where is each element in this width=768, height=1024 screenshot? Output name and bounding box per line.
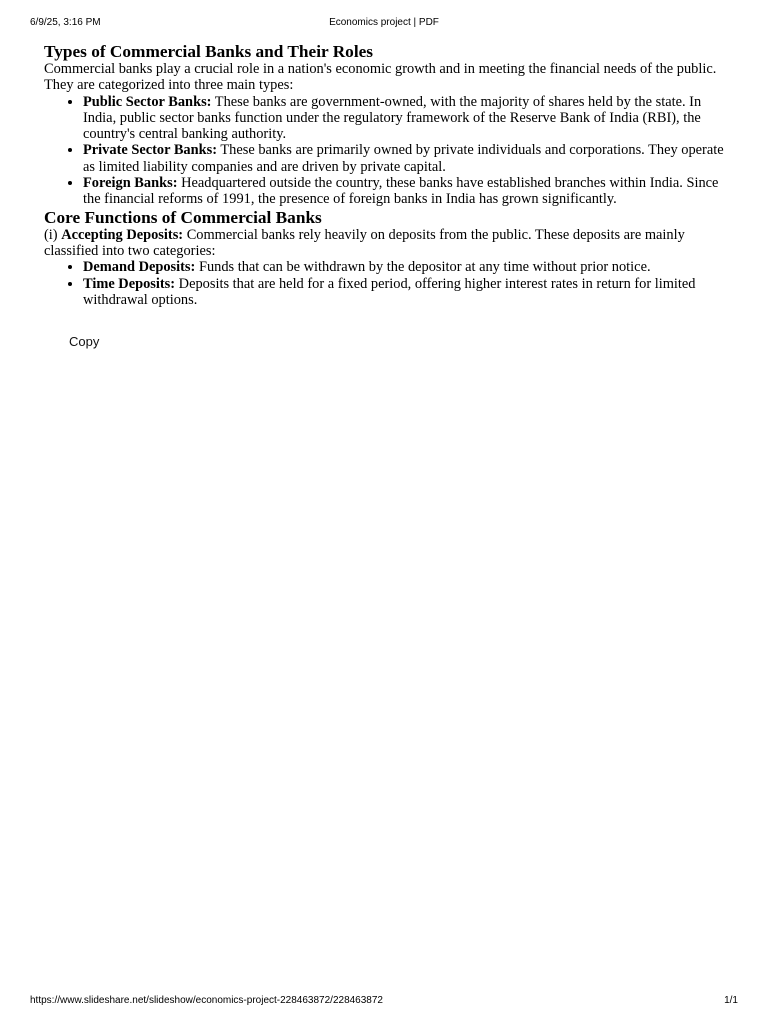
section-intro-types: Commercial banks play a crucial role in a nation's economic growth and in meeting the financial needs of the public. They are categorized into three main types:: [44, 61, 717, 94]
list-item-text: These banks are government-owned, with the majority of shares held by the state. In India, public sector banks function under the regulatory framework of the Reserve Bank of India (RBI), the country's central banking authority.: [83, 93, 702, 143]
document-content: [44, 42, 734, 308]
section-heading-functions: Core Functions of Commercial Banks: [44, 207, 322, 227]
copy-button[interactable]: Copy: [69, 334, 100, 349]
list-item-public-sector: [83, 94, 734, 143]
page-number: 1/1: [724, 995, 738, 1006]
section-intro-functions: [44, 227, 734, 260]
list-item-text: These banks are primarily owned by private individuals and corporations. They operate as limited liability companies and are driven by private capital.: [83, 142, 724, 175]
list-item-term: Foreign Banks:: [83, 175, 178, 192]
list-item-foreign-banks: [83, 175, 734, 208]
list-item-text: Headquartered outside the country, these banks have established branches within India. Since the financial reforms of 1991, the presence of foreign banks in India has grown significantly.: [83, 175, 719, 208]
source-url: https://www.slideshare.net/slideshow/economics-project-228463872/228463872: [30, 995, 383, 1006]
deposit-types-list: [44, 259, 734, 308]
list-item-demand-deposits: [83, 259, 734, 275]
intro-term: Accepting Deposits:: [61, 226, 184, 243]
list-item-term: Demand Deposits:: [83, 259, 196, 276]
section-heading-types: Types of Commercial Banks and Their Roles: [44, 42, 374, 61]
print-header: [0, 16, 768, 30]
list-item-text: Funds that can be withdrawn by the depositor at any time without prior notice.: [195, 259, 651, 276]
document-title: Economics project | PDF: [329, 17, 439, 28]
intro-text: Commercial banks rely heavily on deposits from the public. These deposits are mainly classified into two categories:: [44, 226, 685, 259]
list-item-text: Deposits that are held for a fixed period, offering higher interest rates in return for limited withdrawal options.: [83, 275, 696, 308]
list-item-private-sector: [83, 142, 734, 175]
print-footer: [0, 994, 768, 1008]
list-item-term: Time Deposits:: [83, 275, 176, 292]
intro-prefix: (i): [44, 226, 62, 243]
list-item-time-deposits: [83, 276, 734, 309]
list-item-term: Public Sector Banks:: [83, 93, 212, 110]
list-item-term: Private Sector Banks:: [83, 142, 218, 159]
print-datetime: 6/9/25, 3:16 PM: [30, 17, 101, 28]
bank-types-list: [44, 94, 734, 208]
